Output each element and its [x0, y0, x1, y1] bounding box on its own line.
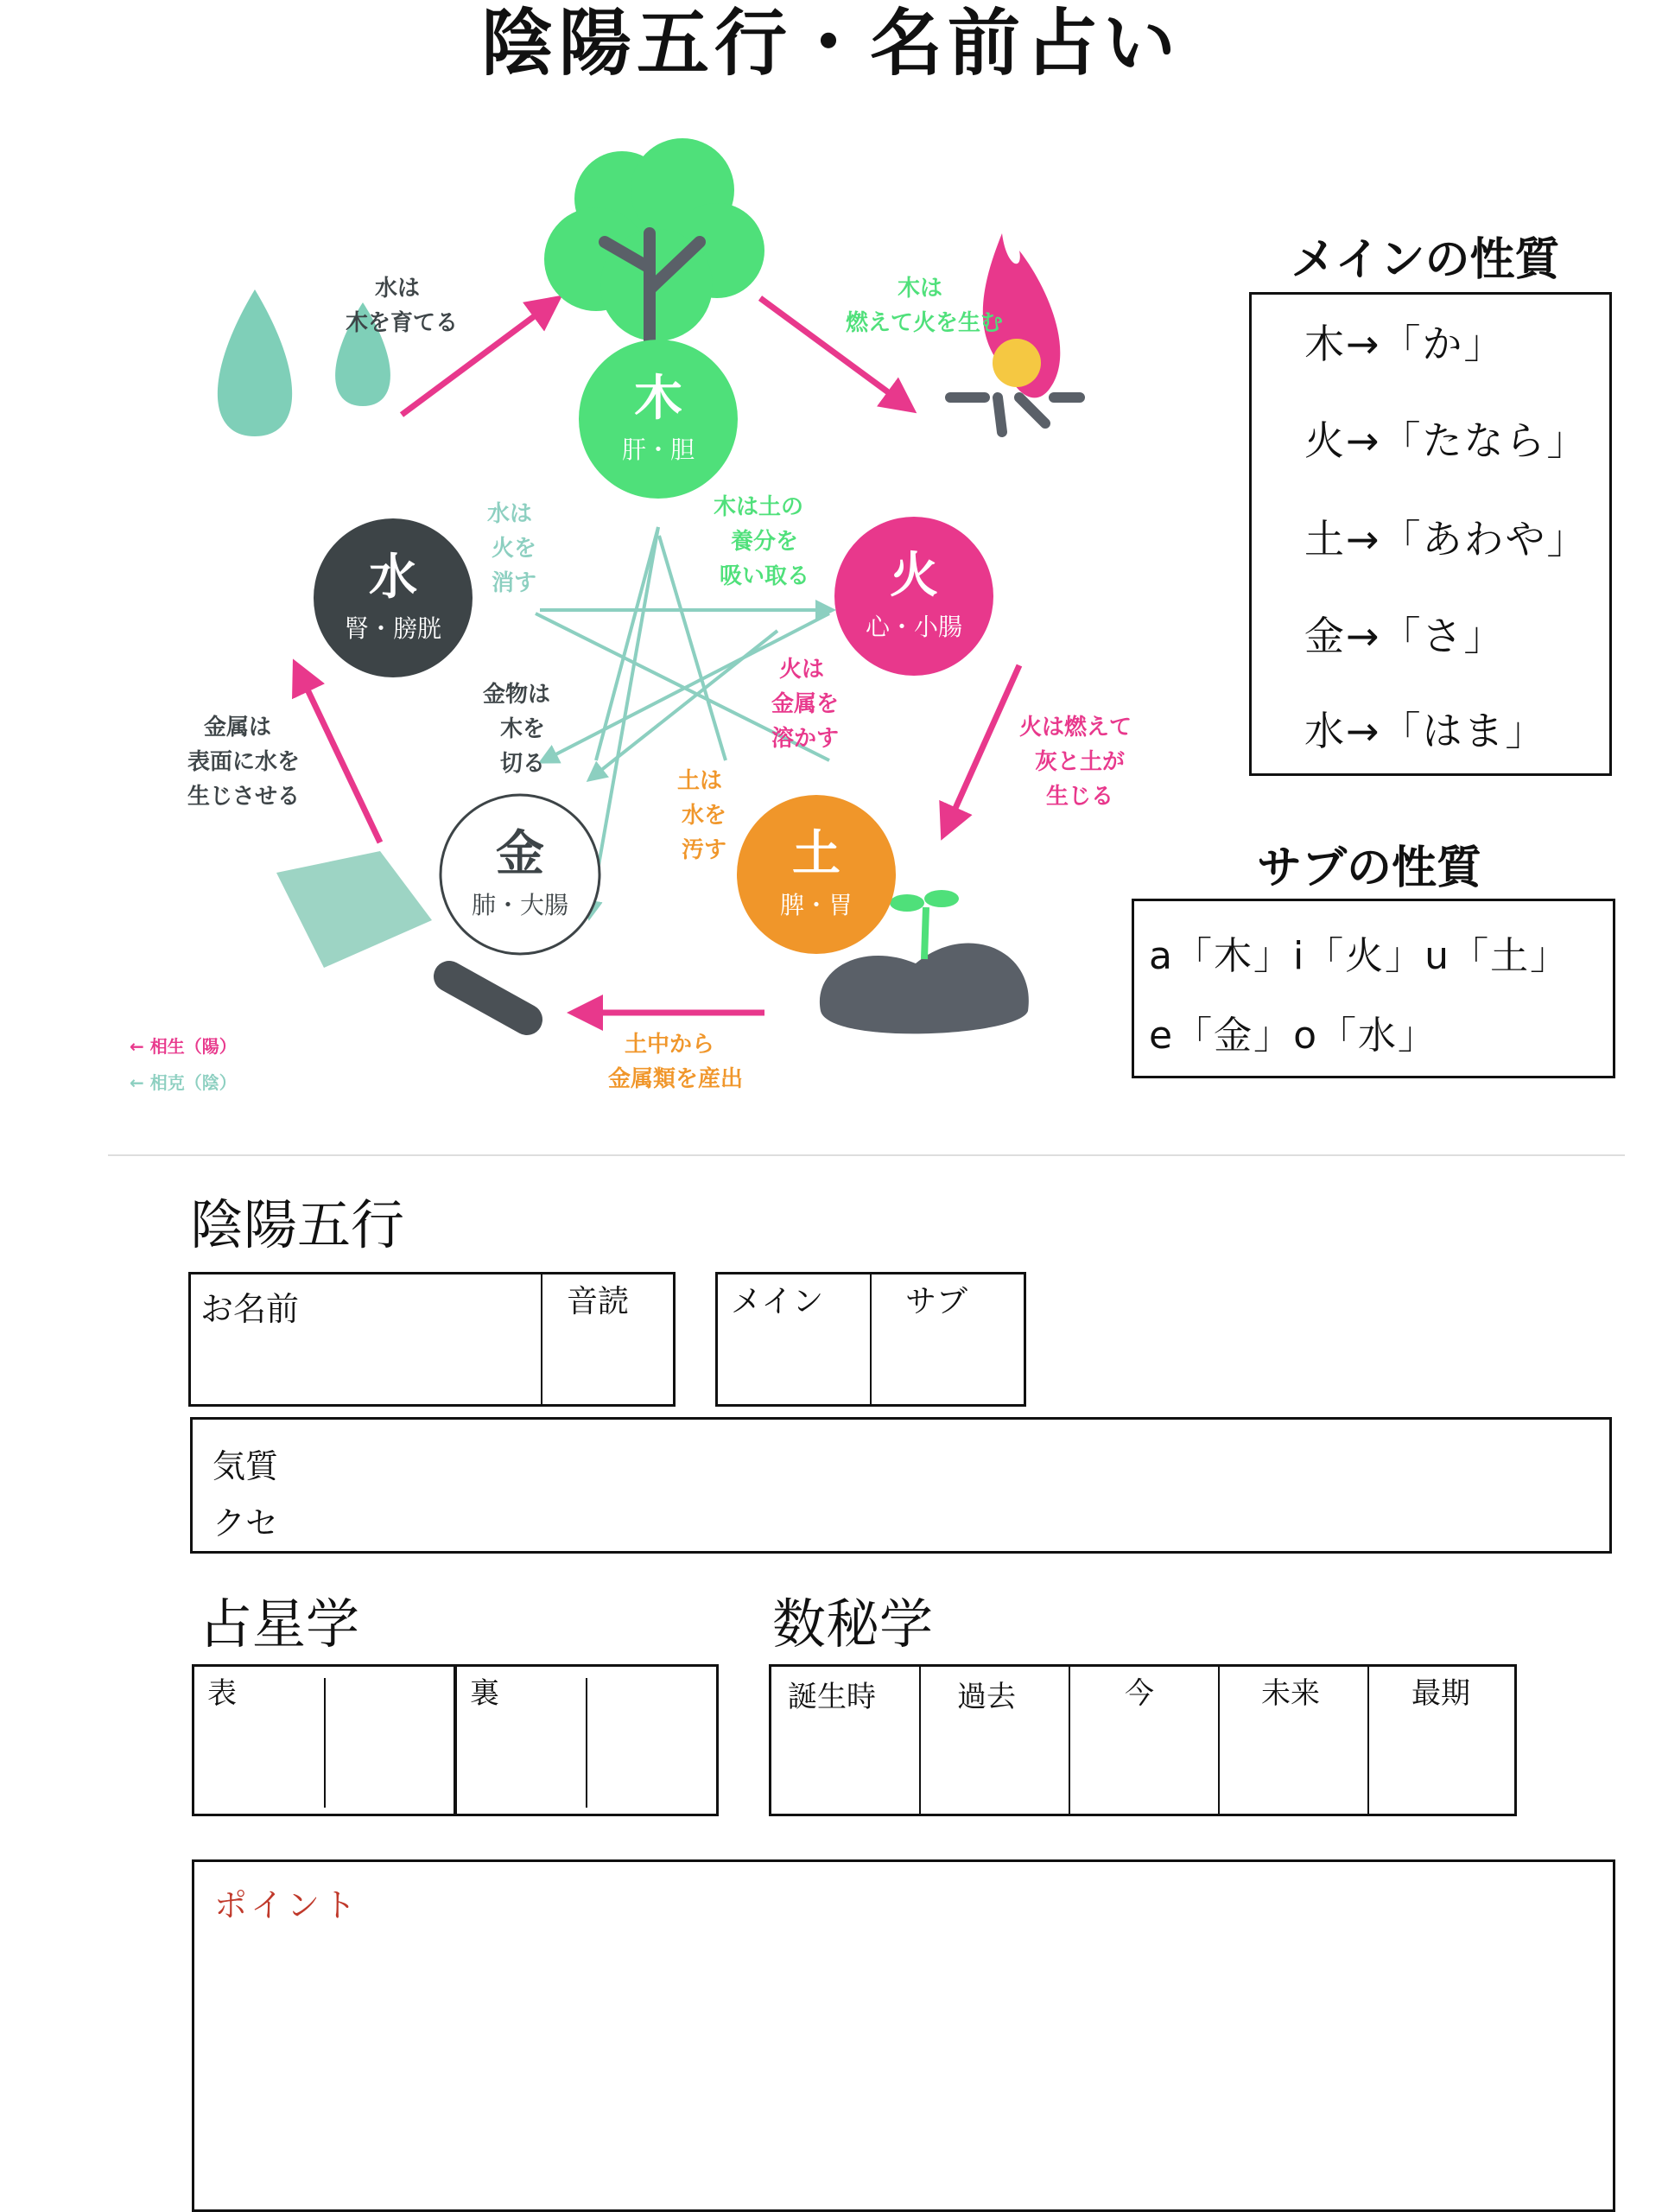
controlling-label-fire-metal [771, 657, 839, 752]
element-wood [579, 340, 738, 499]
svg-text:土中から: 土中から [624, 1032, 715, 1058]
element-metal [441, 795, 599, 954]
astrology-back-label: 裏 [470, 1676, 499, 1711]
svg-text:水は: 水は [374, 276, 421, 302]
svg-text:消す: 消す [491, 570, 537, 596]
reading-label: 音読 [567, 1284, 630, 1319]
legend-yin: ← 相克（陰） [130, 1072, 237, 1093]
astrology-title: 占星学 [199, 1592, 360, 1656]
svg-text:表面に水を: 表面に水を [187, 749, 301, 775]
controlling-label-earth-water [677, 768, 726, 863]
main-nature-item: 金→「さ」 [1304, 613, 1506, 659]
svg-text:溶かす: 溶かす [771, 726, 840, 752]
element-metal-organs: 肺・大腸 [471, 891, 569, 919]
generating-label-wood-fire [845, 276, 1003, 336]
element-fire [834, 517, 993, 676]
controlling-label-water-fire [487, 501, 536, 596]
section-divider [108, 1154, 1625, 1156]
tree-icon [544, 138, 764, 363]
astrology-front-label: 表 [207, 1676, 237, 1711]
svg-text:燃えて火を生む: 燃えて火を生む [845, 310, 1004, 336]
svg-text:土は: 土は [676, 768, 723, 794]
temperament-label: 気質 [213, 1447, 279, 1485]
controlling-label-wood-earth [714, 494, 809, 589]
svg-text:汚す: 汚す [681, 837, 727, 863]
svg-text:灰と土が: 灰と土が [1034, 749, 1126, 775]
sub-nature-line: a「木」i「火」u「土」 [1149, 934, 1570, 978]
page-title: 陰陽五行・名前占い [480, 1, 1181, 86]
svg-text:養分を: 養分を [730, 529, 799, 555]
main-nature-item: 木→「か」 [1304, 321, 1506, 367]
svg-text:吸い取る: 吸い取る [719, 563, 810, 589]
habit-label: クセ [213, 1504, 279, 1542]
element-water-name: 水 [369, 550, 417, 606]
numerology-col-end: 最期 [1411, 1676, 1470, 1711]
element-earth [737, 795, 896, 954]
element-water-organs: 腎・膀胱 [344, 614, 442, 643]
svg-text:木は土の: 木は土の [713, 494, 804, 520]
main-nature-item: 水→「はま」 [1304, 708, 1547, 754]
element-fire-organs: 心・小腸 [865, 613, 963, 641]
name-label: お名前 [200, 1290, 300, 1328]
svg-text:生じる: 生じる [1045, 784, 1114, 810]
main-nature-item: 火→「たなら」 [1304, 417, 1589, 464]
element-metal-name: 金 [496, 826, 544, 882]
main-sub-divider [870, 1272, 872, 1407]
svg-text:生じさせる: 生じさせる [187, 784, 301, 810]
legend-yang: ← 相生（陽） [130, 1036, 237, 1057]
numerology-col-future: 未来 [1261, 1676, 1320, 1711]
numerology-col-present: 今 [1125, 1676, 1154, 1711]
astrology-back-divider [586, 1678, 587, 1808]
element-wood-name: 木 [634, 371, 682, 427]
onmyo-title: 陰陽五行 [190, 1193, 405, 1256]
svg-text:木は: 木は [897, 276, 943, 302]
svg-text:火は: 火は [778, 657, 825, 683]
svg-text:火は燃えて: 火は燃えて [1018, 715, 1132, 741]
svg-text:金属を: 金属を [771, 691, 840, 717]
numerology-col-birth: 誕生時 [788, 1680, 876, 1714]
point-label: ポイント [214, 1886, 360, 1924]
numerology-divider [1069, 1664, 1070, 1816]
svg-text:切る: 切る [499, 751, 546, 777]
main-nature-item: 土→「あわや」 [1304, 516, 1589, 563]
element-earth-organs: 脾・胃 [779, 891, 853, 919]
main-label: メイン [731, 1284, 824, 1319]
controlling-label-metal-wood [483, 681, 550, 777]
element-wood-organs: 肝・胆 [621, 435, 695, 464]
generating-label-earth-metal [608, 1032, 743, 1092]
numerology-col-past: 過去 [957, 1680, 1016, 1714]
name-divider [541, 1272, 542, 1407]
astrology-front-divider [324, 1678, 326, 1808]
point-field[interactable] [192, 1859, 1615, 2212]
svg-text:木を: 木を [499, 716, 546, 742]
svg-text:金属は: 金属は [203, 715, 272, 741]
svg-text:木を育てる: 木を育てる [345, 310, 459, 336]
sub-label: サブ [905, 1284, 968, 1319]
svg-text:水を: 水を [681, 803, 727, 829]
temperament-field[interactable] [190, 1417, 1612, 1554]
five-elements-diagram [0, 138, 1132, 1115]
svg-text:金物は: 金物は [482, 682, 551, 708]
svg-text:火を: 火を [491, 536, 537, 562]
numerology-divider [1218, 1664, 1220, 1816]
numerology-divider [919, 1664, 921, 1816]
numerology-title: 数秘学 [772, 1592, 934, 1656]
sub-nature-heading: サブの性質 [1256, 842, 1481, 894]
element-fire-name: 火 [890, 548, 938, 604]
svg-text:水は: 水は [486, 501, 533, 527]
element-earth-name: 土 [792, 826, 841, 882]
numerology-divider [1367, 1664, 1369, 1816]
main-nature-heading: メインの性質 [1291, 234, 1560, 286]
svg-text:金属類を産出: 金属類を産出 [607, 1066, 744, 1092]
generating-label-fire-earth [1019, 715, 1132, 810]
generating-label-metal-water [187, 714, 300, 810]
sub-nature-line: e「金」o「水」 [1149, 1014, 1437, 1058]
element-water [314, 518, 473, 677]
